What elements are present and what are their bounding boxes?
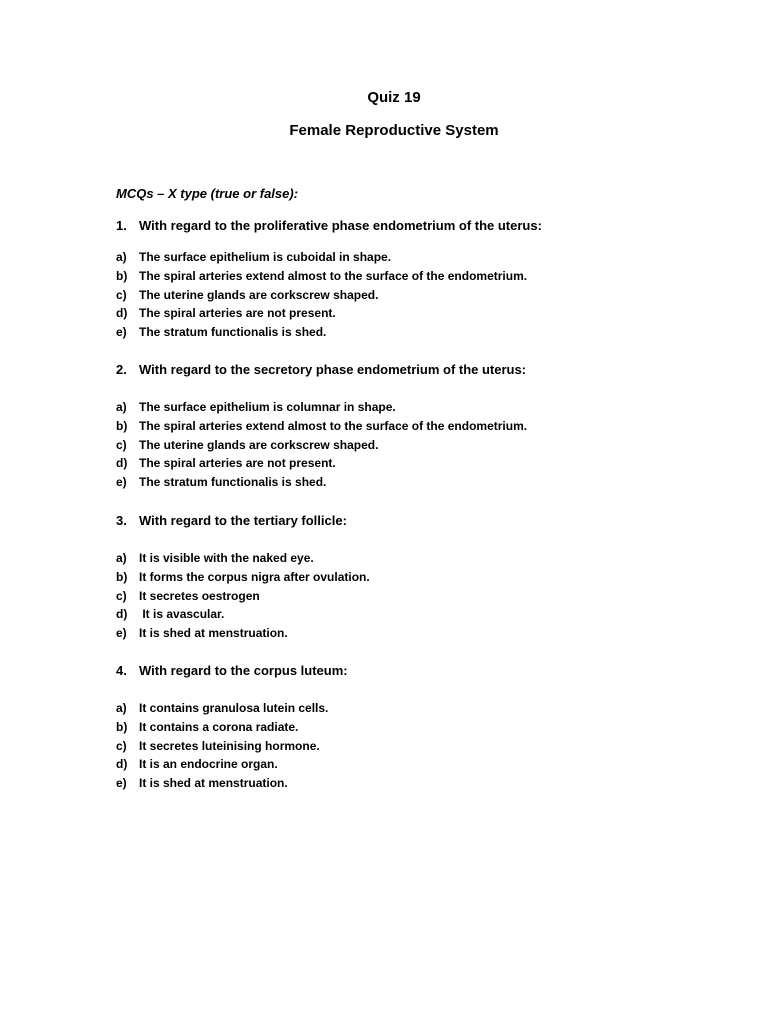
option-text: The surface epithelium is columnar in shape.: [139, 400, 396, 414]
option-letter: e): [116, 776, 127, 791]
option-letter: b): [116, 418, 128, 433]
option-text: It is an endocrine organ.: [139, 757, 278, 772]
option-text: It is shed at menstruation.: [139, 776, 288, 791]
question-number: 1.: [116, 218, 127, 233]
option-text: It secretes luteinising hormone.: [139, 738, 320, 753]
option-letter: e): [116, 325, 127, 340]
option-item: [116, 437, 527, 456]
option-text: It is visible with the naked eye.: [139, 551, 314, 565]
option-letter: c): [116, 287, 127, 302]
option-item: [116, 268, 527, 287]
option-letter: c): [116, 588, 127, 603]
option-item: [116, 738, 328, 757]
option-item: [116, 606, 370, 625]
question-number: 4.: [116, 663, 127, 678]
option-item: [116, 756, 328, 775]
option-text: The surface epithelium is cuboidal in shape.: [139, 250, 392, 264]
question-2-options: [116, 399, 527, 493]
option-letter: c): [116, 738, 127, 753]
question-3-options: [116, 550, 370, 644]
option-text: It secretes oestrogen: [139, 588, 260, 603]
option-letter: a): [116, 400, 127, 414]
option-letter: a): [116, 551, 127, 565]
question-stem: With regard to the secretory phase endometrium of the uterus:: [139, 362, 527, 377]
quiz-title: Quiz 19: [367, 89, 421, 106]
question-4: [116, 663, 348, 679]
option-text: It contains granulosa lutein cells.: [139, 701, 329, 715]
option-letter: b): [116, 719, 128, 734]
option-item: [116, 569, 370, 588]
option-item: [116, 287, 527, 306]
option-text: The spiral arteries extend almost to the surface of the endometrium.: [139, 268, 528, 283]
option-item: [116, 588, 370, 607]
quiz-topic: Female Reproductive System: [289, 122, 499, 139]
question-stem: With regard to the corpus luteum:: [139, 663, 348, 678]
question-1: [116, 218, 542, 234]
option-text: It forms the corpus nigra after ovulation.: [139, 569, 370, 584]
question-3: [116, 513, 347, 529]
question-number: 2.: [116, 362, 127, 377]
option-text: The stratum functionalis is shed.: [139, 475, 327, 490]
question-number: 3.: [116, 513, 127, 528]
option-letter: e): [116, 475, 127, 490]
option-item: [116, 418, 527, 437]
option-letter: d): [116, 607, 128, 622]
question-2: [116, 362, 526, 378]
option-text: The uterine glands are corkscrew shaped.: [139, 287, 379, 302]
option-item: [116, 719, 328, 738]
option-text: It contains a corona radiate.: [139, 719, 299, 734]
option-text: The spiral arteries are not present.: [139, 456, 336, 471]
option-text: It is shed at menstruation.: [139, 626, 288, 641]
option-text: The stratum functionalis is shed.: [139, 325, 327, 340]
question-stem: With regard to the tertiary follicle:: [139, 513, 347, 528]
question-1-options: [116, 249, 527, 343]
option-letter: d): [116, 456, 128, 471]
option-item: [116, 474, 527, 493]
option-letter: b): [116, 268, 128, 283]
option-letter: a): [116, 250, 127, 264]
option-text: The uterine glands are corkscrew shaped.: [139, 437, 379, 452]
option-letter: e): [116, 626, 127, 641]
option-item: [116, 625, 370, 644]
option-letter: c): [116, 437, 127, 452]
option-text: The spiral arteries are not present.: [139, 306, 336, 321]
option-item: [116, 249, 527, 268]
option-text: The spiral arteries extend almost to the surface of the endometrium.: [139, 418, 528, 433]
option-letter: a): [116, 701, 127, 715]
option-item: [116, 700, 328, 719]
option-item: [116, 324, 527, 343]
option-letter: d): [116, 757, 128, 772]
option-letter: d): [116, 306, 128, 321]
option-letter: b): [116, 569, 128, 584]
option-item: [116, 550, 370, 569]
option-text: It is avascular.: [139, 607, 225, 622]
option-item: [116, 455, 527, 474]
option-item: [116, 399, 527, 418]
question-4-options: [116, 700, 328, 794]
section-label: MCQs – X type (true or false):: [116, 186, 299, 201]
option-item: [116, 775, 328, 794]
option-item: [116, 305, 527, 324]
question-stem: With regard to the proliferative phase endometrium of the uterus:: [139, 218, 542, 233]
